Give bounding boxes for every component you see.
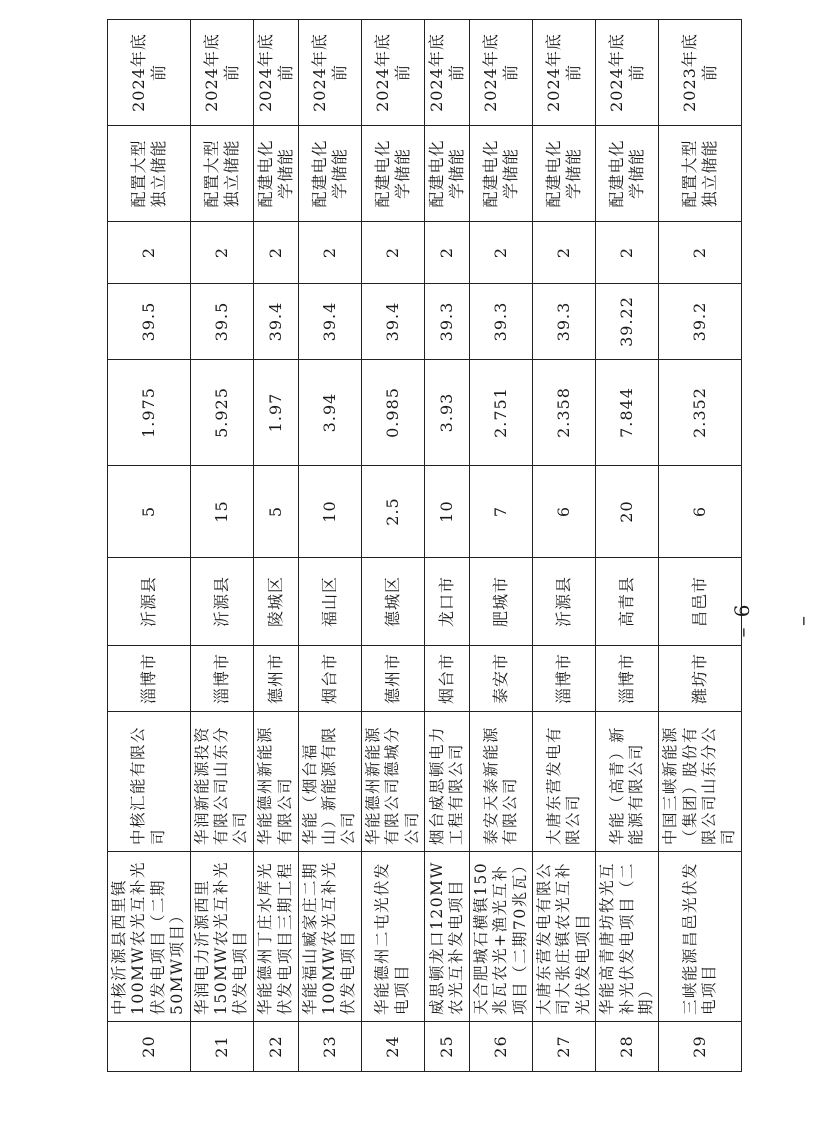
- capacity: 7: [469, 466, 532, 558]
- energy: 2.352: [659, 360, 742, 466]
- deadline: 2024年底前: [596, 20, 659, 126]
- row-number: 29: [659, 1022, 742, 1072]
- price: 39.4: [253, 284, 298, 360]
- city: 烟台市: [298, 646, 361, 712]
- county: 沂源县: [108, 558, 191, 646]
- company-name: 中核汇能有限公司: [108, 712, 191, 852]
- project-name: 威思顿龙口120MW农光互补发电项目: [424, 852, 469, 1022]
- capacity: 2.5: [361, 466, 424, 558]
- project-name: 华能德州二屯光伏发电项目: [361, 852, 424, 1022]
- company-name: 华润新能源投资有限公司山东分公司: [190, 712, 253, 852]
- table-row: [533, 20, 596, 1072]
- duration: 2: [533, 222, 596, 284]
- storage-type: 配建电化学储能: [298, 126, 361, 222]
- energy: 3.93: [424, 360, 469, 466]
- capacity: 15: [190, 466, 253, 558]
- energy: 7.844: [596, 360, 659, 466]
- price: 39.4: [361, 284, 424, 360]
- capacity: 10: [298, 466, 361, 558]
- row-number: 21: [190, 1022, 253, 1072]
- county: 沂源县: [190, 558, 253, 646]
- storage-type: 配置大型独立储能: [108, 126, 191, 222]
- project-table: [107, 19, 742, 1072]
- table-row: [659, 20, 742, 1072]
- deadline: 2024年底前: [108, 20, 191, 126]
- duration: 2: [253, 222, 298, 284]
- energy: 0.985: [361, 360, 424, 466]
- capacity: 20: [596, 466, 659, 558]
- page-number: – 6 –: [730, 602, 814, 638]
- table-row: [190, 20, 253, 1072]
- city: 德州市: [253, 646, 298, 712]
- row-number: 20: [108, 1022, 191, 1072]
- row-number: 28: [596, 1022, 659, 1072]
- price: 39.2: [659, 284, 742, 360]
- storage-type: 配建电化学储能: [533, 126, 596, 222]
- table-row: [361, 20, 424, 1072]
- deadline: 2024年底前: [361, 20, 424, 126]
- capacity: 6: [659, 466, 742, 558]
- county: 高青县: [596, 558, 659, 646]
- company-name: 华能（烟台福山）新能源有限公司: [298, 712, 361, 852]
- duration: 2: [190, 222, 253, 284]
- county: 昌邑市: [659, 558, 742, 646]
- company-name: 华能德州新能源有限公司: [253, 712, 298, 852]
- rotated-table-stage: [107, 33, 738, 1072]
- energy: 3.94: [298, 360, 361, 466]
- price: 39.3: [469, 284, 532, 360]
- storage-type: 配建电化学储能: [469, 126, 532, 222]
- storage-type: 配建电化学储能: [596, 126, 659, 222]
- deadline: 2024年底前: [298, 20, 361, 126]
- row-number: 24: [361, 1022, 424, 1072]
- project-name: 华能高青唐坊牧光互补光伏发电项目（二期）: [596, 852, 659, 1022]
- table-row: [424, 20, 469, 1072]
- company-name: 烟台威思顿电力工程有限公司: [424, 712, 469, 852]
- capacity: 5: [108, 466, 191, 558]
- project-name: 中核沂源县西里镇100MW农光互补光伏发电项目（二期 50MW项目）: [108, 852, 191, 1022]
- row-number: 23: [298, 1022, 361, 1072]
- capacity: 5: [253, 466, 298, 558]
- energy: 1.97: [253, 360, 298, 466]
- company-name: 泰安天泰新能源有限公司: [469, 712, 532, 852]
- price: 39.4: [298, 284, 361, 360]
- county: 陵城区: [253, 558, 298, 646]
- energy: 1.975: [108, 360, 191, 466]
- deadline: 2024年底前: [190, 20, 253, 126]
- storage-type: 配置大型独立储能: [659, 126, 742, 222]
- county: 德城区: [361, 558, 424, 646]
- storage-type: 配置大型独立储能: [190, 126, 253, 222]
- company-name: 中国三峡新能源（集团）股份有限公司山东分公司: [659, 712, 742, 852]
- city: 德州市: [361, 646, 424, 712]
- city: 淄博市: [596, 646, 659, 712]
- price: 39.3: [533, 284, 596, 360]
- county: 肥城市: [469, 558, 532, 646]
- row-number: 25: [424, 1022, 469, 1072]
- row-number: 22: [253, 1022, 298, 1072]
- price: 39.22: [596, 284, 659, 360]
- price: 39.5: [108, 284, 191, 360]
- row-number: 27: [533, 1022, 596, 1072]
- project-name: 天合肥城石横镇150兆瓦农光+渔光互补项目（二期70兆瓦）: [469, 852, 532, 1022]
- county: 龙口市: [424, 558, 469, 646]
- duration: 2: [659, 222, 742, 284]
- price: 39.3: [424, 284, 469, 360]
- table-row: [469, 20, 532, 1072]
- energy: 5.925: [190, 360, 253, 466]
- company-name: 华能德州新能源有限公司德城分公司: [361, 712, 424, 852]
- table-row: [596, 20, 659, 1072]
- city: 淄博市: [108, 646, 191, 712]
- project-name: 华润电力沂源西里150MW农光互补光伏发电项目: [190, 852, 253, 1022]
- city: 潍坊市: [659, 646, 742, 712]
- storage-type: 配建电化学储能: [424, 126, 469, 222]
- city: 淄博市: [533, 646, 596, 712]
- duration: 2: [298, 222, 361, 284]
- deadline: 2024年底前: [469, 20, 532, 126]
- table-row: [298, 20, 361, 1072]
- county: 福山区: [298, 558, 361, 646]
- project-name: 三峡能源昌邑光伏发电项目: [659, 852, 742, 1022]
- price: 39.5: [190, 284, 253, 360]
- capacity: 6: [533, 466, 596, 558]
- company-name: 华能（高青）新能源有限公司: [596, 712, 659, 852]
- project-name: 华能德州丁庄水库光伏发电项目三期工程: [253, 852, 298, 1022]
- county: 沂源县: [533, 558, 596, 646]
- capacity: 10: [424, 466, 469, 558]
- duration: 2: [596, 222, 659, 284]
- city: 泰安市: [469, 646, 532, 712]
- project-name: 华能福山臧家庄二期100MW农光互补光伏发电项目: [298, 852, 361, 1022]
- table-row: [253, 20, 298, 1072]
- city: 烟台市: [424, 646, 469, 712]
- company-name: 大唐东营发电有限公司: [533, 712, 596, 852]
- duration: 2: [361, 222, 424, 284]
- duration: 2: [424, 222, 469, 284]
- table-row: [108, 20, 191, 1072]
- deadline: 2024年底前: [533, 20, 596, 126]
- deadline: 2023年底前: [659, 20, 742, 126]
- deadline: 2024年底前: [253, 20, 298, 126]
- row-number: 26: [469, 1022, 532, 1072]
- table-body: [108, 20, 742, 1072]
- energy: 2.358: [533, 360, 596, 466]
- storage-type: 配建电化学储能: [361, 126, 424, 222]
- deadline: 2024年底前: [424, 20, 469, 126]
- duration: 2: [108, 222, 191, 284]
- project-name: 大唐东营发电有限公司大张庄镇农光互补光伏发电项目: [533, 852, 596, 1022]
- city: 淄博市: [190, 646, 253, 712]
- duration: 2: [469, 222, 532, 284]
- storage-type: 配建电化学储能: [253, 126, 298, 222]
- energy: 2.751: [469, 360, 532, 466]
